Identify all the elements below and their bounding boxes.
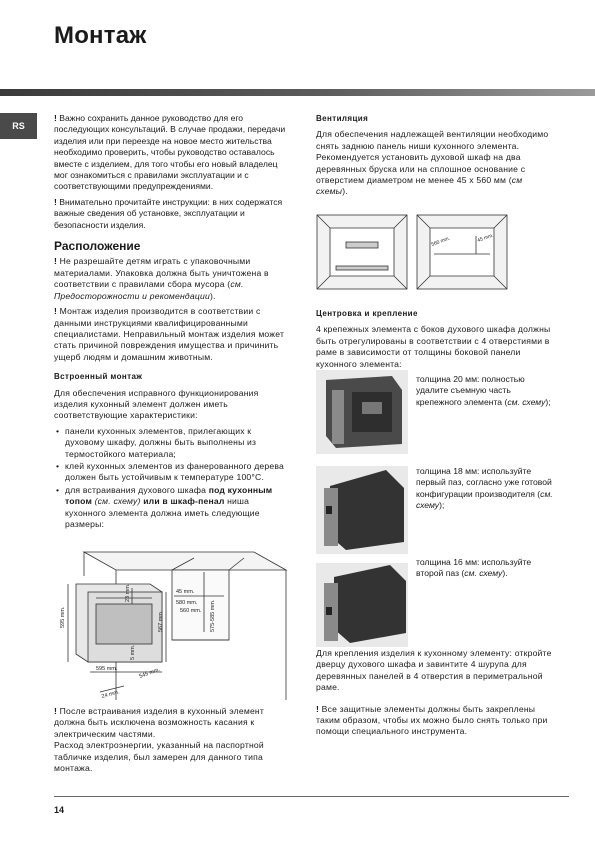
warning-icon: ! <box>54 113 57 123</box>
vent-dim-45: 45 mm. <box>476 232 495 244</box>
thickness-20-text: толщина 20 мм: полностью удалите съемную часть крепежного элемента (см. схему); <box>416 374 551 407</box>
builtin-text: Для обеспечения исправного функционирования изделия кухонный элемент должен иметь соответствующие характеристики: <box>54 387 259 421</box>
bracket-18mm-image <box>316 466 408 554</box>
dim-575-585: 575-585 mm. <box>210 599 216 632</box>
footer-divider <box>54 796 569 797</box>
ventilation-title: Вентиляция <box>316 114 369 123</box>
dim-24: 24 mm. <box>100 689 121 700</box>
dim-5: 5 mm. <box>130 644 136 660</box>
page-number: 14 <box>54 805 65 815</box>
page-title: Монтаж <box>54 22 147 49</box>
centering-text: 4 крепежных элемента с боков духового шкафа должны быть отрегулированы в соответствии с 4 отверстиями в раме в зависимости от толщины боковой панели кухонного элемента: <box>316 324 551 369</box>
left-column-bottom <box>54 706 286 778</box>
location-paragraph-2: ! Монтаж изделия производится в соответствии с данными инструкциями квалифицированными специалистами. Неправильный монтаж изделия может стать причиной повреждения имущества и причинить ущерб людям и домашним животным. <box>54 306 285 362</box>
vent-dim-560: 560 mm. <box>430 235 451 248</box>
intro-paragraph-2: ! Внимательно прочитайте инструкции: в них содержатся важные сведения об установке, эксплуатации и безопасности изделия. <box>54 196 283 230</box>
thickness-18-text: толщина 18 мм: используйте первый паз, согласно уже готовой конфигурации производителя (см. схему); <box>416 466 553 511</box>
centering-title: Центровка и крепление <box>316 309 418 318</box>
list-item: • для встраивания духового шкафа под кухонным топом (см. схему) или в шкаф-пенал ниша кухонного элемента должна иметь следующие размеры: <box>54 485 286 531</box>
dim-45: 45 mm. <box>176 589 195 595</box>
thickness-16-text: толщина 16 мм: используйте второй паз (см. схему). <box>416 557 532 579</box>
fixing-text: Для крепления изделия к кухонному элементу: откройте дверцу духового шкафа и завинтите 4 шурупа для деревянных панелей в 4 отверстия в периметральной раме. <box>316 648 552 693</box>
builtin-title: Встроенный монтаж <box>54 372 143 382</box>
dim-560: 560 mm. <box>180 608 202 614</box>
dim-595-height: 595 mm. <box>60 606 66 628</box>
header-bar <box>0 89 595 96</box>
language-tab: RS <box>0 113 37 139</box>
dim-580: 580 mm. <box>176 600 198 606</box>
dim-595-width: 595 mm. <box>96 666 118 672</box>
right-column <box>316 113 556 202</box>
list-item: • клей кухонных элементов из фанерованного дерева должен быть устойчивым к температуре 100°С. <box>54 461 286 484</box>
warning-icon: ! <box>54 306 58 317</box>
intro-paragraph-1: ! Важно сохранить данное руководство для его последующих консультаций. В случае продажи, передачи изделия или при переезде на новое место жительства необходимо проверить, чтобы руководство оставалось вместе с изделием, для того чтобы его новый владелец мог ознакомиться с правилами эксплуатации и с соответствующими предупреждениями. <box>54 113 286 192</box>
warning-icon: ! <box>54 256 58 267</box>
warning-icon: ! <box>316 703 320 714</box>
ventilation-text: Для обеспечения надлежащей вентиляции необходимо снять заднюю панель ниши кухонного элемента. Рекомендуется установить духовой шкаф на два деревянных бруска или на сплошное основание с отверстием диаметром не менее 45 х 560 мм (см схемы). <box>316 129 549 197</box>
safety-paragraph: ! Все защитные элементы должны быть закреплены таким образом, чтобы их можно было снять только при помощи специального инструмента. <box>316 703 548 737</box>
warning-icon: ! <box>54 706 58 716</box>
installation-diagram <box>54 532 290 704</box>
location-paragraph-1: ! Не разрешайте детям играть с упаковочными материалами. Упаковка должна быть уничтожена в соответствии с правилами сбора мусора (см. Предосторожности и рекомендации). <box>54 256 269 301</box>
dim-23: 23 mm. <box>125 583 131 602</box>
list-item: • панели кухонных элементов, прилегающих к духовому шкафу, должны быть выполнены из термостойкого материала; <box>54 426 286 460</box>
left-column <box>54 113 286 531</box>
ventilation-diagram-1 <box>316 214 408 290</box>
dim-545: 545 mm. <box>138 666 161 680</box>
bracket-20mm-image <box>316 370 408 454</box>
dim-567: 567 mm. <box>158 610 164 632</box>
warning-icon: ! <box>54 196 57 207</box>
ventilation-diagram-2 <box>416 214 508 290</box>
bracket-16mm-image <box>316 563 408 647</box>
right-column-centering <box>316 308 556 374</box>
energy-paragraph: Расход электроэнергии, указанный на паспортной табличке изделия, был замерен для данного типа монтажа. <box>54 740 264 774</box>
requirements-list <box>54 426 286 531</box>
after-install-paragraph: ! После встраивания изделия в кухонный элемент должна быть исключена возможность касания к электрическим частями. <box>54 706 265 739</box>
section-title: Расположение <box>54 239 141 254</box>
right-column-bottom <box>316 648 556 742</box>
